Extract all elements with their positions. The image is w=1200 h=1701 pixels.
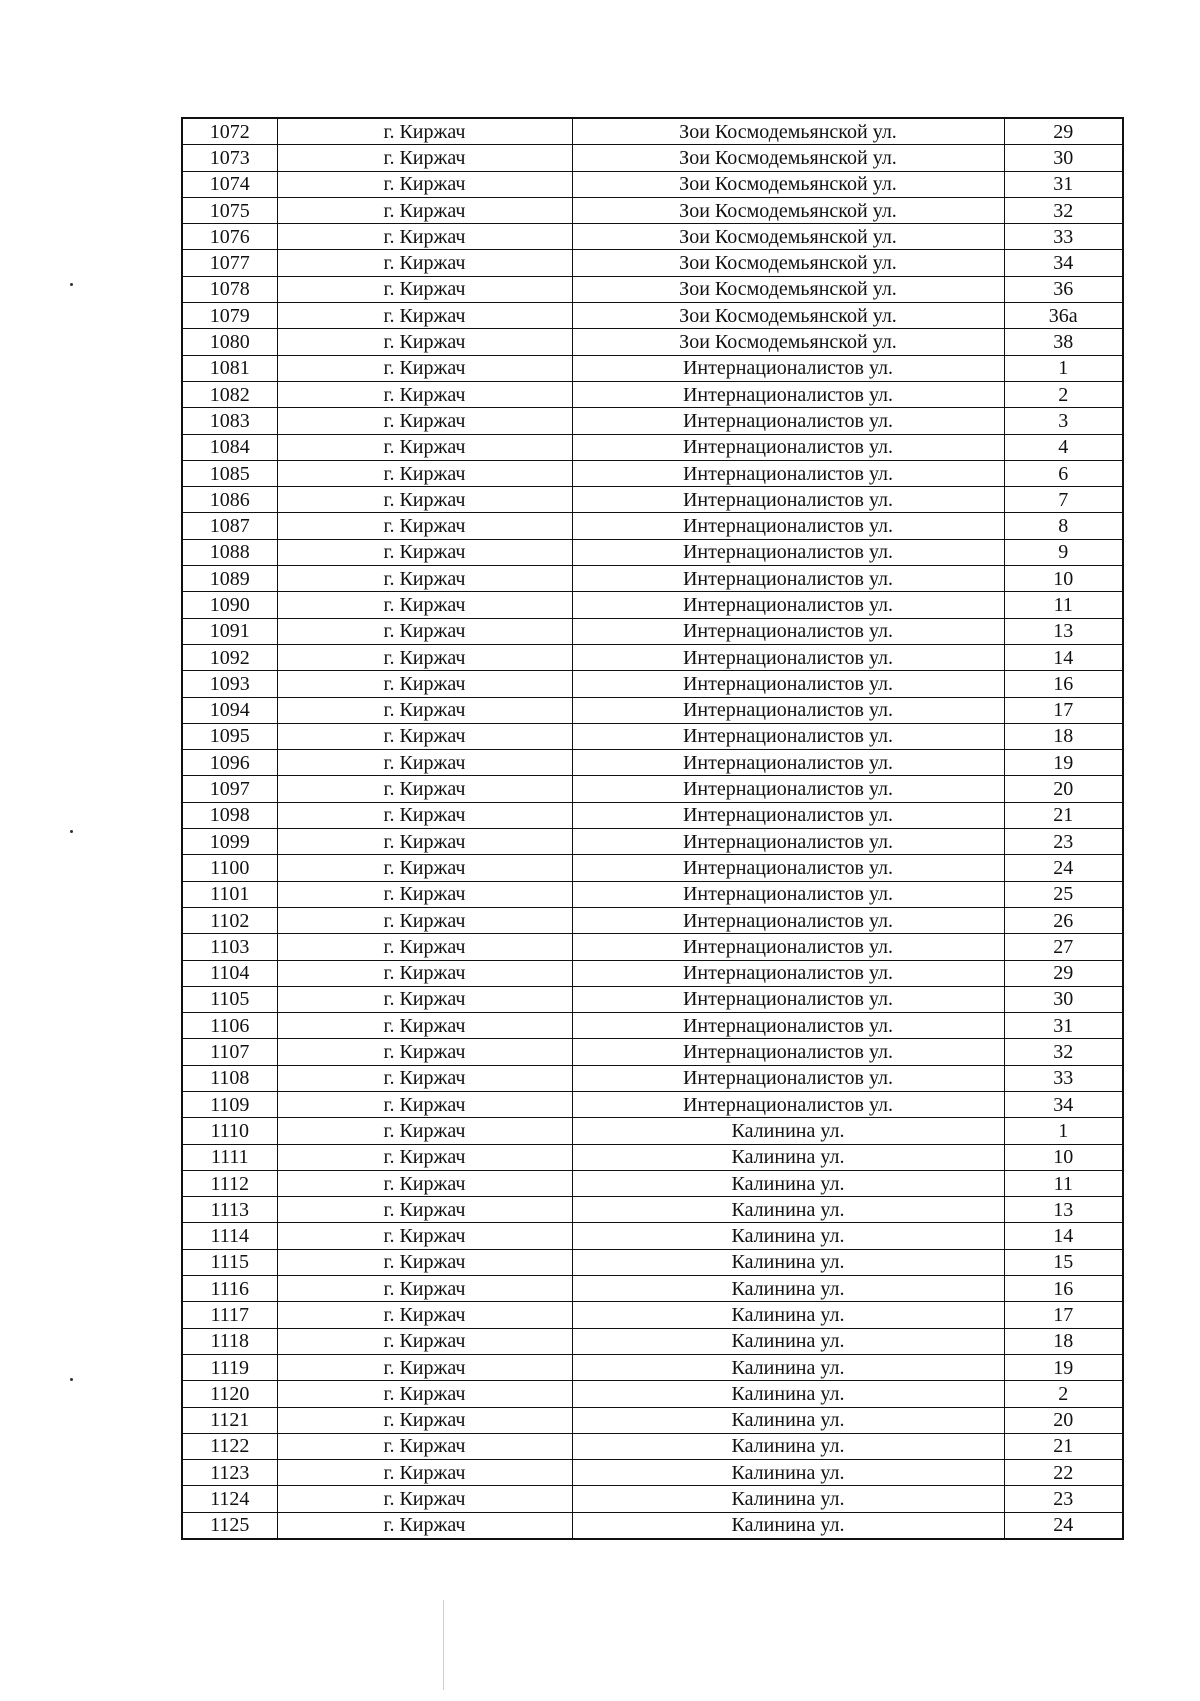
house-number: 16 [1004, 671, 1123, 697]
street-cell: Интернационалистов ул. [572, 644, 1004, 670]
row-number: 1102 [182, 907, 277, 933]
city-cell: г. Киржач [277, 592, 572, 618]
city-cell: г. Киржач [277, 197, 572, 223]
city-cell: г. Киржач [277, 1249, 572, 1275]
house-number: 30 [1004, 986, 1123, 1012]
table-row [182, 671, 1123, 697]
house-number: 17 [1004, 697, 1123, 723]
city-cell: г. Киржач [277, 1512, 572, 1539]
row-number: 1082 [182, 381, 277, 407]
street-cell: Калинина ул. [572, 1302, 1004, 1328]
row-number: 1096 [182, 750, 277, 776]
city-cell: г. Киржач [277, 355, 572, 381]
city-cell: г. Киржач [277, 1354, 572, 1380]
city-cell: г. Киржач [277, 381, 572, 407]
house-number: 33 [1004, 224, 1123, 250]
house-number: 23 [1004, 829, 1123, 855]
street-cell: Калинина ул. [572, 1381, 1004, 1407]
row-number: 1122 [182, 1433, 277, 1459]
street-cell: Интернационалистов ул. [572, 487, 1004, 513]
street-cell: Интернационалистов ул. [572, 1065, 1004, 1091]
house-number: 2 [1004, 381, 1123, 407]
row-number: 1116 [182, 1276, 277, 1302]
row-number: 1072 [182, 118, 277, 145]
city-cell: г. Киржач [277, 881, 572, 907]
table-row [182, 1170, 1123, 1196]
row-number: 1103 [182, 934, 277, 960]
street-cell: Интернационалистов ул. [572, 671, 1004, 697]
house-number: 24 [1004, 855, 1123, 881]
table-row [182, 802, 1123, 828]
city-cell: г. Киржач [277, 539, 572, 565]
house-number: 31 [1004, 171, 1123, 197]
row-number: 1095 [182, 723, 277, 749]
city-cell: г. Киржач [277, 1433, 572, 1459]
row-number: 1107 [182, 1039, 277, 1065]
house-number: 11 [1004, 592, 1123, 618]
city-cell: г. Киржач [277, 566, 572, 592]
house-number: 3 [1004, 408, 1123, 434]
city-cell: г. Киржач [277, 1118, 572, 1144]
street-cell: Интернационалистов ул. [572, 618, 1004, 644]
row-number: 1084 [182, 434, 277, 460]
street-cell: Интернационалистов ул. [572, 539, 1004, 565]
row-number: 1100 [182, 855, 277, 881]
house-number: 6 [1004, 460, 1123, 486]
city-cell: г. Киржач [277, 303, 572, 329]
city-cell: г. Киржач [277, 1276, 572, 1302]
house-number: 15 [1004, 1249, 1123, 1275]
row-number: 1074 [182, 171, 277, 197]
street-cell: Калинина ул. [572, 1276, 1004, 1302]
table-row [182, 566, 1123, 592]
house-number: 10 [1004, 1144, 1123, 1170]
house-number: 22 [1004, 1460, 1123, 1486]
row-number: 1110 [182, 1118, 277, 1144]
row-number: 1114 [182, 1223, 277, 1249]
table-row [182, 381, 1123, 407]
row-number: 1090 [182, 592, 277, 618]
table-row [182, 855, 1123, 881]
city-cell: г. Киржач [277, 1460, 572, 1486]
table-row [182, 1039, 1123, 1065]
house-number: 26 [1004, 907, 1123, 933]
city-cell: г. Киржач [277, 329, 572, 355]
table-row [182, 723, 1123, 749]
city-cell: г. Киржач [277, 1170, 572, 1196]
address-table [181, 117, 1124, 1540]
house-number: 13 [1004, 618, 1123, 644]
house-number: 33 [1004, 1065, 1123, 1091]
table-row [182, 750, 1123, 776]
house-number: 19 [1004, 1354, 1123, 1380]
row-number: 1076 [182, 224, 277, 250]
row-number: 1081 [182, 355, 277, 381]
street-cell: Интернационалистов ул. [572, 434, 1004, 460]
house-number: 13 [1004, 1197, 1123, 1223]
street-cell: Интернационалистов ул. [572, 723, 1004, 749]
street-cell: Калинина ул. [572, 1118, 1004, 1144]
row-number: 1125 [182, 1512, 277, 1539]
row-number: 1113 [182, 1197, 277, 1223]
street-cell: Калинина ул. [572, 1170, 1004, 1196]
table-row [182, 1065, 1123, 1091]
row-number: 1079 [182, 303, 277, 329]
table-row [182, 118, 1123, 145]
house-number: 1 [1004, 355, 1123, 381]
street-cell: Интернационалистов ул. [572, 566, 1004, 592]
street-cell: Интернационалистов ул. [572, 986, 1004, 1012]
city-cell: г. Киржач [277, 171, 572, 197]
street-cell: Интернационалистов ул. [572, 829, 1004, 855]
city-cell: г. Киржач [277, 697, 572, 723]
row-number: 1124 [182, 1486, 277, 1512]
row-number: 1098 [182, 802, 277, 828]
table-row [182, 303, 1123, 329]
table-row [182, 408, 1123, 434]
street-cell: Калинина ул. [572, 1223, 1004, 1249]
city-cell: г. Киржач [277, 907, 572, 933]
city-cell: г. Киржач [277, 855, 572, 881]
street-cell: Зои Космодемьянской ул. [572, 145, 1004, 171]
street-cell: Зои Космодемьянской ул. [572, 118, 1004, 145]
city-cell: г. Киржач [277, 513, 572, 539]
street-cell: Интернационалистов ул. [572, 408, 1004, 434]
city-cell: г. Киржач [277, 408, 572, 434]
street-cell: Интернационалистов ул. [572, 776, 1004, 802]
table-row [182, 907, 1123, 933]
table-row [182, 460, 1123, 486]
street-cell: Калинина ул. [572, 1249, 1004, 1275]
street-cell: Зои Космодемьянской ул. [572, 171, 1004, 197]
table-row [182, 539, 1123, 565]
scan-speck [70, 283, 73, 286]
city-cell: г. Киржач [277, 1091, 572, 1117]
row-number: 1101 [182, 881, 277, 907]
city-cell: г. Киржач [277, 986, 572, 1012]
city-cell: г. Киржач [277, 1039, 572, 1065]
street-cell: Зои Космодемьянской ул. [572, 250, 1004, 276]
table-row [182, 434, 1123, 460]
city-cell: г. Киржач [277, 618, 572, 644]
house-number: 19 [1004, 750, 1123, 776]
house-number: 29 [1004, 118, 1123, 145]
street-cell: Интернационалистов ул. [572, 960, 1004, 986]
row-number: 1097 [182, 776, 277, 802]
street-cell: Интернационалистов ул. [572, 1013, 1004, 1039]
house-number: 30 [1004, 145, 1123, 171]
table-row [182, 1381, 1123, 1407]
street-cell: Интернационалистов ул. [572, 934, 1004, 960]
city-cell: г. Киржач [277, 802, 572, 828]
house-number: 16 [1004, 1276, 1123, 1302]
street-cell: Интернационалистов ул. [572, 855, 1004, 881]
row-number: 1109 [182, 1091, 277, 1117]
street-cell: Калинина ул. [572, 1433, 1004, 1459]
city-cell: г. Киржач [277, 1144, 572, 1170]
row-number: 1118 [182, 1328, 277, 1354]
street-cell: Интернационалистов ул. [572, 1091, 1004, 1117]
street-cell: Калинина ул. [572, 1460, 1004, 1486]
city-cell: г. Киржач [277, 276, 572, 302]
table-row [182, 1433, 1123, 1459]
house-number: 10 [1004, 566, 1123, 592]
row-number: 1086 [182, 487, 277, 513]
table-row [182, 1486, 1123, 1512]
table-row [182, 1197, 1123, 1223]
row-number: 1088 [182, 539, 277, 565]
city-cell: г. Киржач [277, 1065, 572, 1091]
row-number: 1112 [182, 1170, 277, 1196]
city-cell: г. Киржач [277, 250, 572, 276]
table-row [182, 644, 1123, 670]
street-cell: Калинина ул. [572, 1328, 1004, 1354]
house-number: 11 [1004, 1170, 1123, 1196]
table-row [182, 1328, 1123, 1354]
city-cell: г. Киржач [277, 224, 572, 250]
table-row [182, 276, 1123, 302]
house-number: 9 [1004, 539, 1123, 565]
city-cell: г. Киржач [277, 776, 572, 802]
house-number: 21 [1004, 1433, 1123, 1459]
city-cell: г. Киржач [277, 434, 572, 460]
row-number: 1073 [182, 145, 277, 171]
street-cell: Интернационалистов ул. [572, 802, 1004, 828]
city-cell: г. Киржач [277, 723, 572, 749]
table-row [182, 592, 1123, 618]
street-cell: Интернационалистов ул. [572, 592, 1004, 618]
house-number: 25 [1004, 881, 1123, 907]
house-number: 8 [1004, 513, 1123, 539]
street-cell: Зои Космодемьянской ул. [572, 303, 1004, 329]
house-number: 34 [1004, 1091, 1123, 1117]
house-number: 18 [1004, 723, 1123, 749]
street-cell: Интернационалистов ул. [572, 381, 1004, 407]
row-number: 1083 [182, 408, 277, 434]
street-cell: Интернационалистов ул. [572, 355, 1004, 381]
house-number: 24 [1004, 1512, 1123, 1539]
table-row [182, 1249, 1123, 1275]
row-number: 1094 [182, 697, 277, 723]
table-row [182, 1223, 1123, 1249]
city-cell: г. Киржач [277, 460, 572, 486]
house-number: 32 [1004, 197, 1123, 223]
table-row [182, 1302, 1123, 1328]
city-cell: г. Киржач [277, 145, 572, 171]
house-number: 4 [1004, 434, 1123, 460]
city-cell: г. Киржач [277, 1486, 572, 1512]
table-row [182, 934, 1123, 960]
table-row [182, 197, 1123, 223]
table-row [182, 960, 1123, 986]
table-row [182, 355, 1123, 381]
house-number: 2 [1004, 1381, 1123, 1407]
street-cell: Зои Космодемьянской ул. [572, 276, 1004, 302]
city-cell: г. Киржач [277, 1013, 572, 1039]
city-cell: г. Киржач [277, 644, 572, 670]
table-row [182, 1407, 1123, 1433]
street-cell: Интернационалистов ул. [572, 513, 1004, 539]
table-row [182, 224, 1123, 250]
house-number: 23 [1004, 1486, 1123, 1512]
city-cell: г. Киржач [277, 960, 572, 986]
table-row [182, 829, 1123, 855]
house-number: 27 [1004, 934, 1123, 960]
table-row [182, 513, 1123, 539]
city-cell: г. Киржач [277, 671, 572, 697]
house-number: 1 [1004, 1118, 1123, 1144]
row-number: 1111 [182, 1144, 277, 1170]
row-number: 1093 [182, 671, 277, 697]
row-number: 1115 [182, 1249, 277, 1275]
city-cell: г. Киржач [277, 1381, 572, 1407]
table-row [182, 171, 1123, 197]
house-number: 20 [1004, 776, 1123, 802]
house-number: 17 [1004, 1302, 1123, 1328]
table-row [182, 145, 1123, 171]
address-table-body [182, 118, 1123, 1539]
row-number: 1104 [182, 960, 277, 986]
row-number: 1091 [182, 618, 277, 644]
table-row [182, 1144, 1123, 1170]
row-number: 1117 [182, 1302, 277, 1328]
table-row [182, 881, 1123, 907]
table-row [182, 1512, 1123, 1539]
house-number: 20 [1004, 1407, 1123, 1433]
street-cell: Калинина ул. [572, 1407, 1004, 1433]
row-number: 1080 [182, 329, 277, 355]
table-row [182, 776, 1123, 802]
table-row [182, 1091, 1123, 1117]
city-cell: г. Киржач [277, 1302, 572, 1328]
scan-artifact-line [443, 1600, 444, 1690]
house-number: 14 [1004, 1223, 1123, 1249]
city-cell: г. Киржач [277, 750, 572, 776]
table-row [182, 487, 1123, 513]
street-cell: Зои Космодемьянской ул. [572, 329, 1004, 355]
house-number: 7 [1004, 487, 1123, 513]
house-number: 29 [1004, 960, 1123, 986]
street-cell: Интернационалистов ул. [572, 907, 1004, 933]
city-cell: г. Киржач [277, 829, 572, 855]
row-number: 1089 [182, 566, 277, 592]
scan-speck [70, 1378, 73, 1381]
street-cell: Калинина ул. [572, 1512, 1004, 1539]
table-row [182, 986, 1123, 1012]
city-cell: г. Киржач [277, 1328, 572, 1354]
street-cell: Интернационалистов ул. [572, 750, 1004, 776]
city-cell: г. Киржач [277, 934, 572, 960]
house-number: 34 [1004, 250, 1123, 276]
house-number: 14 [1004, 644, 1123, 670]
house-number: 32 [1004, 1039, 1123, 1065]
row-number: 1106 [182, 1013, 277, 1039]
row-number: 1105 [182, 986, 277, 1012]
table-row [182, 618, 1123, 644]
row-number: 1087 [182, 513, 277, 539]
table-row [182, 697, 1123, 723]
table-row [182, 1276, 1123, 1302]
table-row [182, 329, 1123, 355]
table-row [182, 1354, 1123, 1380]
street-cell: Калинина ул. [572, 1486, 1004, 1512]
street-cell: Интернационалистов ул. [572, 1039, 1004, 1065]
street-cell: Интернационалистов ул. [572, 460, 1004, 486]
city-cell: г. Киржач [277, 1407, 572, 1433]
house-number: 38 [1004, 329, 1123, 355]
row-number: 1099 [182, 829, 277, 855]
street-cell: Калинина ул. [572, 1354, 1004, 1380]
house-number: 36 [1004, 276, 1123, 302]
city-cell: г. Киржач [277, 487, 572, 513]
table-row [182, 250, 1123, 276]
row-number: 1092 [182, 644, 277, 670]
row-number: 1121 [182, 1407, 277, 1433]
row-number: 1085 [182, 460, 277, 486]
street-cell: Калинина ул. [572, 1197, 1004, 1223]
street-cell: Калинина ул. [572, 1144, 1004, 1170]
row-number: 1108 [182, 1065, 277, 1091]
city-cell: г. Киржач [277, 118, 572, 145]
street-cell: Интернационалистов ул. [572, 881, 1004, 907]
street-cell: Интернационалистов ул. [572, 697, 1004, 723]
city-cell: г. Киржач [277, 1197, 572, 1223]
table-row [182, 1460, 1123, 1486]
street-cell: Зои Космодемьянской ул. [572, 197, 1004, 223]
row-number: 1078 [182, 276, 277, 302]
house-number: 31 [1004, 1013, 1123, 1039]
row-number: 1120 [182, 1381, 277, 1407]
table-row [182, 1118, 1123, 1144]
city-cell: г. Киржач [277, 1223, 572, 1249]
scan-speck [70, 830, 73, 833]
house-number: 18 [1004, 1328, 1123, 1354]
row-number: 1075 [182, 197, 277, 223]
street-cell: Зои Космодемьянской ул. [572, 224, 1004, 250]
table-row [182, 1013, 1123, 1039]
row-number: 1077 [182, 250, 277, 276]
house-number: 36а [1004, 303, 1123, 329]
house-number: 21 [1004, 802, 1123, 828]
row-number: 1119 [182, 1354, 277, 1380]
row-number: 1123 [182, 1460, 277, 1486]
